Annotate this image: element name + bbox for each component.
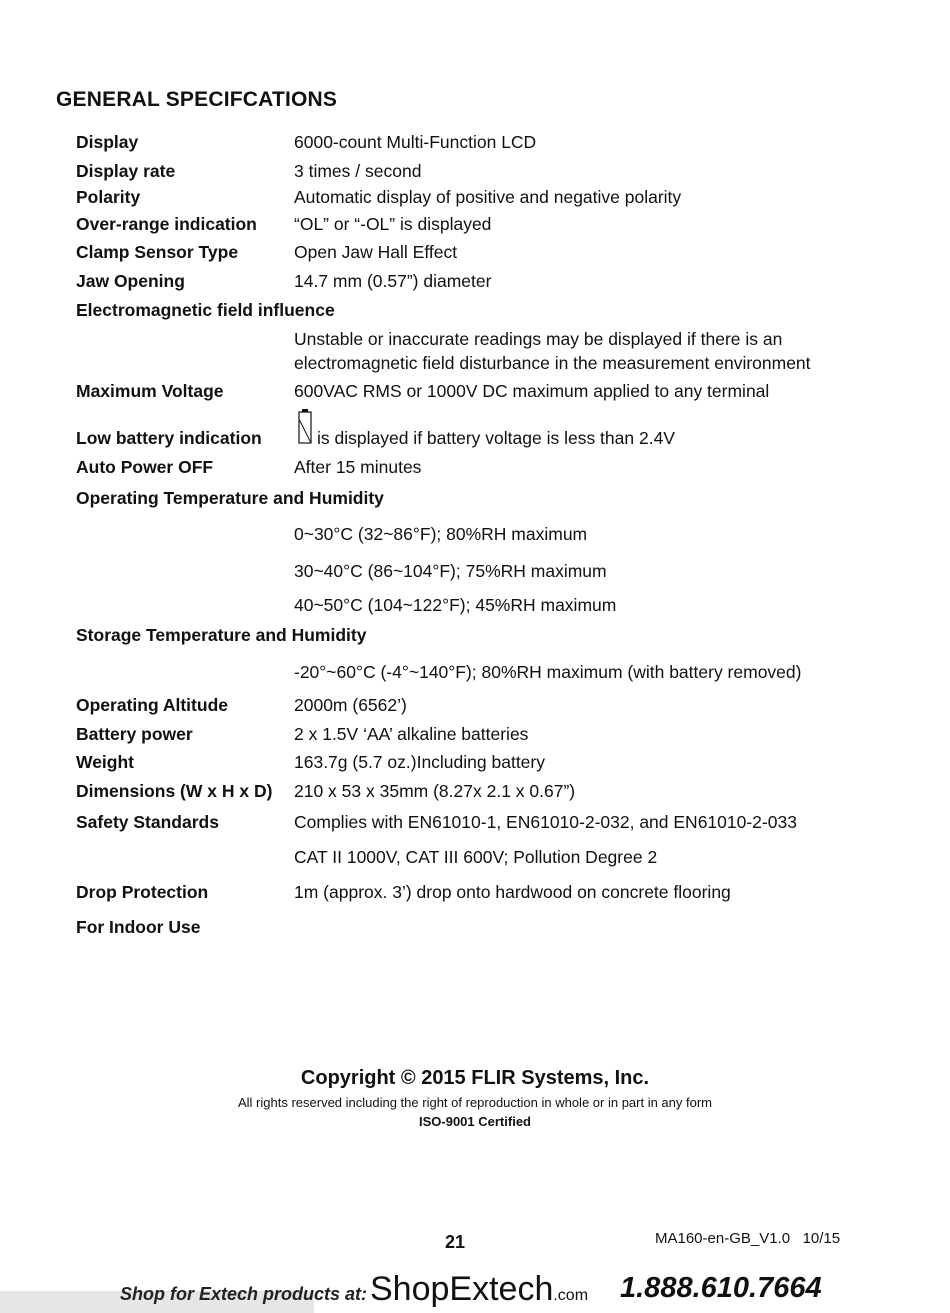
spec-label-auto-power-off: Auto Power OFF — [76, 457, 214, 477]
spec-label-safety: Safety Standards — [76, 812, 219, 832]
spec-value-electromagnetic-line2: electromagnetic field disturbance in the measurement environment — [294, 353, 811, 373]
spec-value-jaw-opening: 14.7 mm (0.57”) diameter — [294, 271, 492, 291]
spec-label-drop-protection: Drop Protection — [76, 882, 209, 902]
shop-banner — [0, 1268, 950, 1313]
spec-value-electromagnetic-line1: Unstable or inaccurate readings may be displayed if there is an — [294, 329, 783, 349]
spec-label-operating-temp: Operating Temperature and Humidity — [76, 488, 384, 508]
spec-value-weight: 163.7g (5.7 oz.)Including battery — [294, 752, 545, 772]
shop-phone: 1.888.610.7664 — [620, 1272, 822, 1304]
spec-label-max-voltage: Maximum Voltage — [76, 381, 224, 401]
low-battery-icon — [298, 408, 312, 444]
spec-label-indoor-use: For Indoor Use — [76, 917, 201, 937]
copyright-notice: Copyright © 2015 FLIR Systems, Inc. — [300, 1067, 650, 1089]
spec-value-auto-power-off: After 15 minutes — [294, 457, 422, 477]
spec-value-drop-protection: 1m (approx. 3’) drop onto hardwood on concrete flooring — [294, 882, 731, 902]
spec-value-operating-temp-3: 40~50°C (104~122°F); 45%RH maximum — [294, 595, 617, 615]
shop-label: Shop for Extech products at: — [120, 1284, 368, 1304]
spec-label-display: Display — [76, 132, 139, 152]
spec-label-dimensions: Dimensions (W x H x D) — [76, 781, 273, 801]
rights-statement: All rights reserved including the right of reproduction in whole or in part in any form — [237, 1095, 713, 1110]
spec-label-display-rate: Display rate — [76, 161, 176, 181]
spec-value-altitude: 2000m (6562’) — [294, 695, 407, 715]
spec-value-operating-temp-2: 30~40°C (86~104°F); 75%RH maximum — [294, 561, 607, 581]
spec-value-low-battery: is displayed if battery voltage is less than 2.4V — [317, 428, 675, 448]
shop-brand-name: ShopExtech — [370, 1270, 554, 1308]
shop-brand — [370, 1270, 588, 1309]
spec-value-storage-temp: -20°~60°C (-4°~140°F); 80%RH maximum (with battery removed) — [294, 662, 802, 682]
spec-label-low-battery: Low battery indication — [76, 428, 262, 448]
spec-value-clamp-sensor: Open Jaw Hall Effect — [294, 242, 458, 262]
spec-label-altitude: Operating Altitude — [76, 695, 228, 715]
spec-label-jaw-opening: Jaw Opening — [76, 271, 185, 291]
iso-certification: ISO-9001 Certified — [419, 1114, 531, 1129]
spec-value-max-voltage: 600VAC RMS or 1000V DC maximum applied to any terminal — [294, 381, 770, 401]
shop-brand-com: .com — [553, 1287, 589, 1304]
spec-label-weight: Weight — [76, 752, 135, 772]
spec-value-display: 6000-count Multi-Function LCD — [294, 132, 537, 152]
spec-label-storage-temp: Storage Temperature and Humidity — [76, 625, 367, 645]
spec-value-dimensions: 210 x 53 x 35mm (8.27x 2.1 x 0.67”) — [294, 781, 576, 801]
spec-label-battery-power: Battery power — [76, 724, 193, 744]
spec-value-polarity: Automatic display of positive and negative polarity — [294, 187, 682, 207]
spec-label-clamp-sensor: Clamp Sensor Type — [76, 242, 239, 262]
spec-value-operating-temp-1: 0~30°C (32~86°F); 80%RH maximum — [294, 524, 588, 544]
page-number: 21 — [445, 1232, 466, 1252]
spec-label-over-range: Over-range indication — [76, 214, 257, 234]
spec-value-over-range: “OL” or “-OL” is displayed — [294, 214, 492, 234]
spec-value-display-rate: 3 times / second — [294, 161, 422, 181]
spec-label-polarity: Polarity — [76, 187, 141, 207]
page-title: GENERAL SPECIFCATIONS — [56, 88, 338, 111]
document-id: MA160-en-GB_V1.0 10/15 — [655, 1230, 841, 1247]
spec-value-safety-2: CAT II 1000V, CAT III 600V; Pollution Degree 2 — [294, 847, 658, 867]
spec-value-battery-power: 2 x 1.5V ‘AA’ alkaline batteries — [294, 724, 529, 744]
spec-label-electromagnetic: Electromagnetic field influence — [76, 300, 335, 320]
spec-value-safety-1: Complies with EN61010-1, EN61010-2-032, and EN61010-2-033 — [294, 812, 797, 832]
